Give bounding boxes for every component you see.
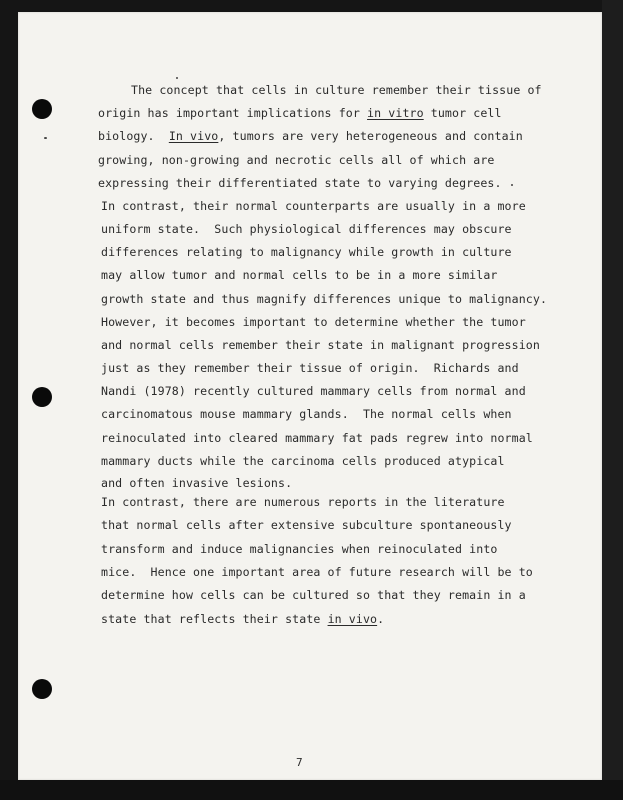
paragraph-1-line-18 [101, 476, 292, 490]
paragraph-1-line-7 [101, 222, 512, 236]
paragraph-1-line-11 [101, 315, 526, 329]
paragraph-1-line-8 [101, 245, 512, 259]
text-run: reinoculated into cleared mammary fat pads regrew into normal [101, 431, 533, 445]
paragraph-1-line-14 [101, 384, 526, 398]
text-run: mice. Hence one important area of future research will be to [101, 565, 533, 579]
paragraph-1-line-15 [101, 407, 512, 421]
text-run: expressing their differentiated state to varying degrees. [98, 176, 502, 190]
text-run: transform and induce malignancies when reinoculated into [101, 542, 498, 556]
text-run: may allow tumor and normal cells to be in a more similar [101, 268, 498, 282]
text-run: biology. [98, 129, 169, 143]
text-run: state that reflects their state [101, 612, 328, 626]
text-run: The concept that cells in culture remember their tissue of [131, 83, 542, 97]
text-run: and normal cells remember their state in malignant progression [101, 338, 540, 352]
paragraph-1-line-3 [98, 129, 523, 143]
text-run: and often invasive lesions. [101, 476, 293, 490]
text-run: In contrast, there are numerous reports in the literature [101, 495, 505, 509]
text-run: differences relating to malignancy while growth in culture [101, 245, 512, 259]
paragraph-1-line-4 [98, 153, 494, 167]
text-run: uniform state. Such physiological differences may obscure [101, 222, 512, 236]
paragraph-2-line-5 [101, 588, 526, 602]
paragraph-1-line-13 [101, 361, 519, 375]
text-run: tumor cell [423, 106, 502, 120]
paragraph-2-line-1 [101, 495, 505, 509]
paragraph-1-line-10 [101, 292, 547, 306]
paragraph-1-line-1 [131, 83, 542, 97]
text-run: growth state and thus magnify differences unique to malignancy. [101, 292, 548, 306]
paragraph-1-line-17 [101, 454, 505, 468]
text-run: determine how cells can be cultured so that they remain in a [101, 588, 526, 602]
text-run: that normal cells after extensive subculture spontaneously [101, 518, 512, 532]
underlined-text: In vivo [168, 129, 219, 143]
page-number: 7 [296, 756, 303, 769]
paragraph-1-line-6 [101, 199, 526, 213]
paragraph-1-line-5 [98, 176, 502, 190]
paragraph-2-line-2 [101, 518, 512, 532]
text-run: carcinomatous mouse mammary glands. The normal cells when [101, 407, 512, 421]
text-run: mammary ducts while the carcinoma cells produced atypical [101, 454, 505, 468]
paragraph-1-line-9 [101, 268, 497, 282]
text-run: However, it becomes important to determine whether the tumor [101, 315, 526, 329]
text-run: Nandi (1978) recently cultured mammary cells from normal and [101, 384, 526, 398]
paragraph-1-line-16 [101, 431, 533, 445]
underlined-text: in vivo [327, 612, 378, 626]
text-run: . [377, 612, 385, 626]
text-run: origin has important implications for [98, 106, 368, 120]
paragraph-2-line-4 [101, 565, 533, 579]
underlined-text: in vitro [367, 106, 424, 120]
paragraph-2-line-6 [101, 612, 384, 626]
text-run: just as they remember their tissue of origin. Richards and [101, 361, 519, 375]
text-run: , tumors are very heterogeneous and contain [218, 129, 523, 143]
text-run: In contrast, their normal counterparts are usually in a more [101, 199, 526, 213]
paragraph-2-line-3 [101, 542, 497, 556]
paragraph-1-line-2 [98, 106, 502, 120]
paragraph-1-line-12 [101, 338, 540, 352]
text-run: growing, non-growing and necrotic cells all of which are [98, 153, 495, 167]
